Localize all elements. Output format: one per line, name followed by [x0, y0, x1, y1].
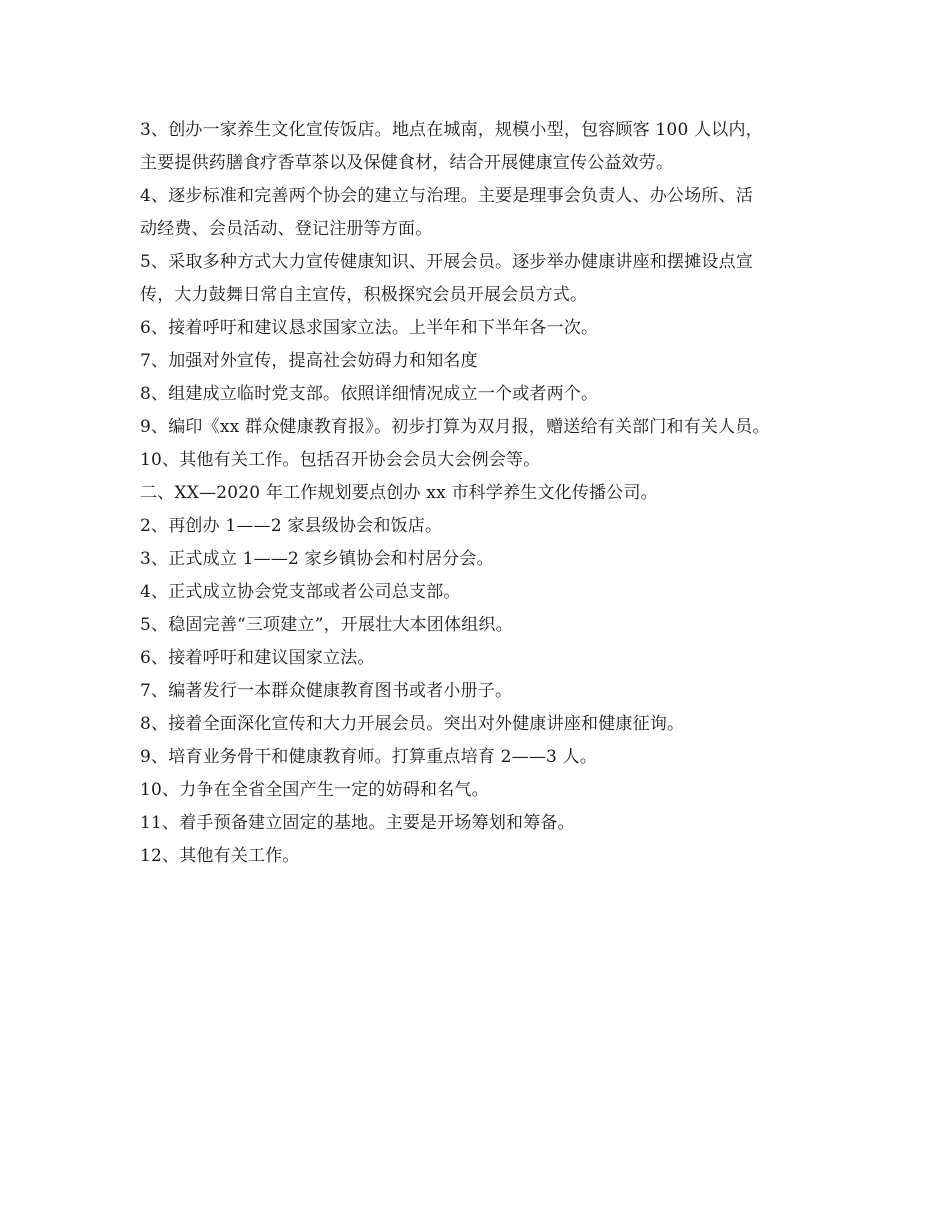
- text-line: 8、接着全面深化宣传和大力开展会员。突出对外健康讲座和健康征询。: [140, 714, 685, 734]
- text-line: 7、加强对外宣传，提高社会妨碍力和知名度: [140, 351, 478, 371]
- text-line: 3、正式成立 1——2 家乡镇协会和村居分会。: [140, 549, 494, 569]
- text-line: 6、接着呼吁和建议国家立法。: [140, 648, 375, 668]
- text-line: 2、再创办 1——2 家县级协会和饭店。: [140, 516, 443, 536]
- document-body: [140, 114, 830, 873]
- text-line: 9、培育业务骨干和健康教育师。打算重点培育 2——3 人。: [140, 747, 598, 767]
- text-line: 8、组建成立临时党支部。依照详细情况成立一个或者两个。: [140, 384, 599, 404]
- text-line: 动经费、会员活动、登记注册等方面。: [140, 219, 433, 239]
- text-line: 5、采取多种方式大力宣传健康知识、开展会员。逐步举办健康讲座和摆摊设点宣: [140, 252, 754, 272]
- text-line: 6、接着呼吁和建议恳求国家立法。上半年和下半年各一次。: [140, 318, 599, 338]
- text-line: 10、其他有关工作。包括召开协会会员大会例会等。: [140, 450, 541, 470]
- text-line: 4、正式成立协会党支部或者公司总支部。: [140, 582, 461, 602]
- text-line: 5、稳固完善“三项建立”，开展壮大本团体组织。: [140, 615, 513, 635]
- text-line: 12、其他有关工作。: [140, 846, 300, 866]
- section-heading: 二、XX—2020 年工作规划要点创办 xx 市科学养生文化传播公司。: [140, 483, 658, 503]
- text-line: 4、逐步标准和完善两个协会的建立与治理。主要是理事会负责人、办公场所、活: [140, 186, 754, 206]
- text-line: 传，大力鼓舞日常自主宣传，积极探究会员开展会员方式。: [140, 285, 588, 305]
- text-line: 3、创办一家养生文化宣传饭店。地点在城南，规模小型，包容顾客 100 人以内，: [140, 120, 763, 140]
- text-line: 9、编印《xx 群众健康教育报》。初步打算为双月报，赠送给有关部门和有关人员。: [140, 417, 770, 437]
- text-line: 10、力争在全省全国产生一定的妨碍和名气。: [140, 780, 489, 800]
- text-line: 11、着手预备建立固定的基地。主要是开场筹划和筹备。: [140, 813, 575, 833]
- text-line: 7、编著发行一本群众健康教育图书或者小册子。: [140, 681, 513, 701]
- text-line: 主要提供药膳食疗香草茶以及保健食材，结合开展健康宣传公益效劳。: [140, 153, 674, 173]
